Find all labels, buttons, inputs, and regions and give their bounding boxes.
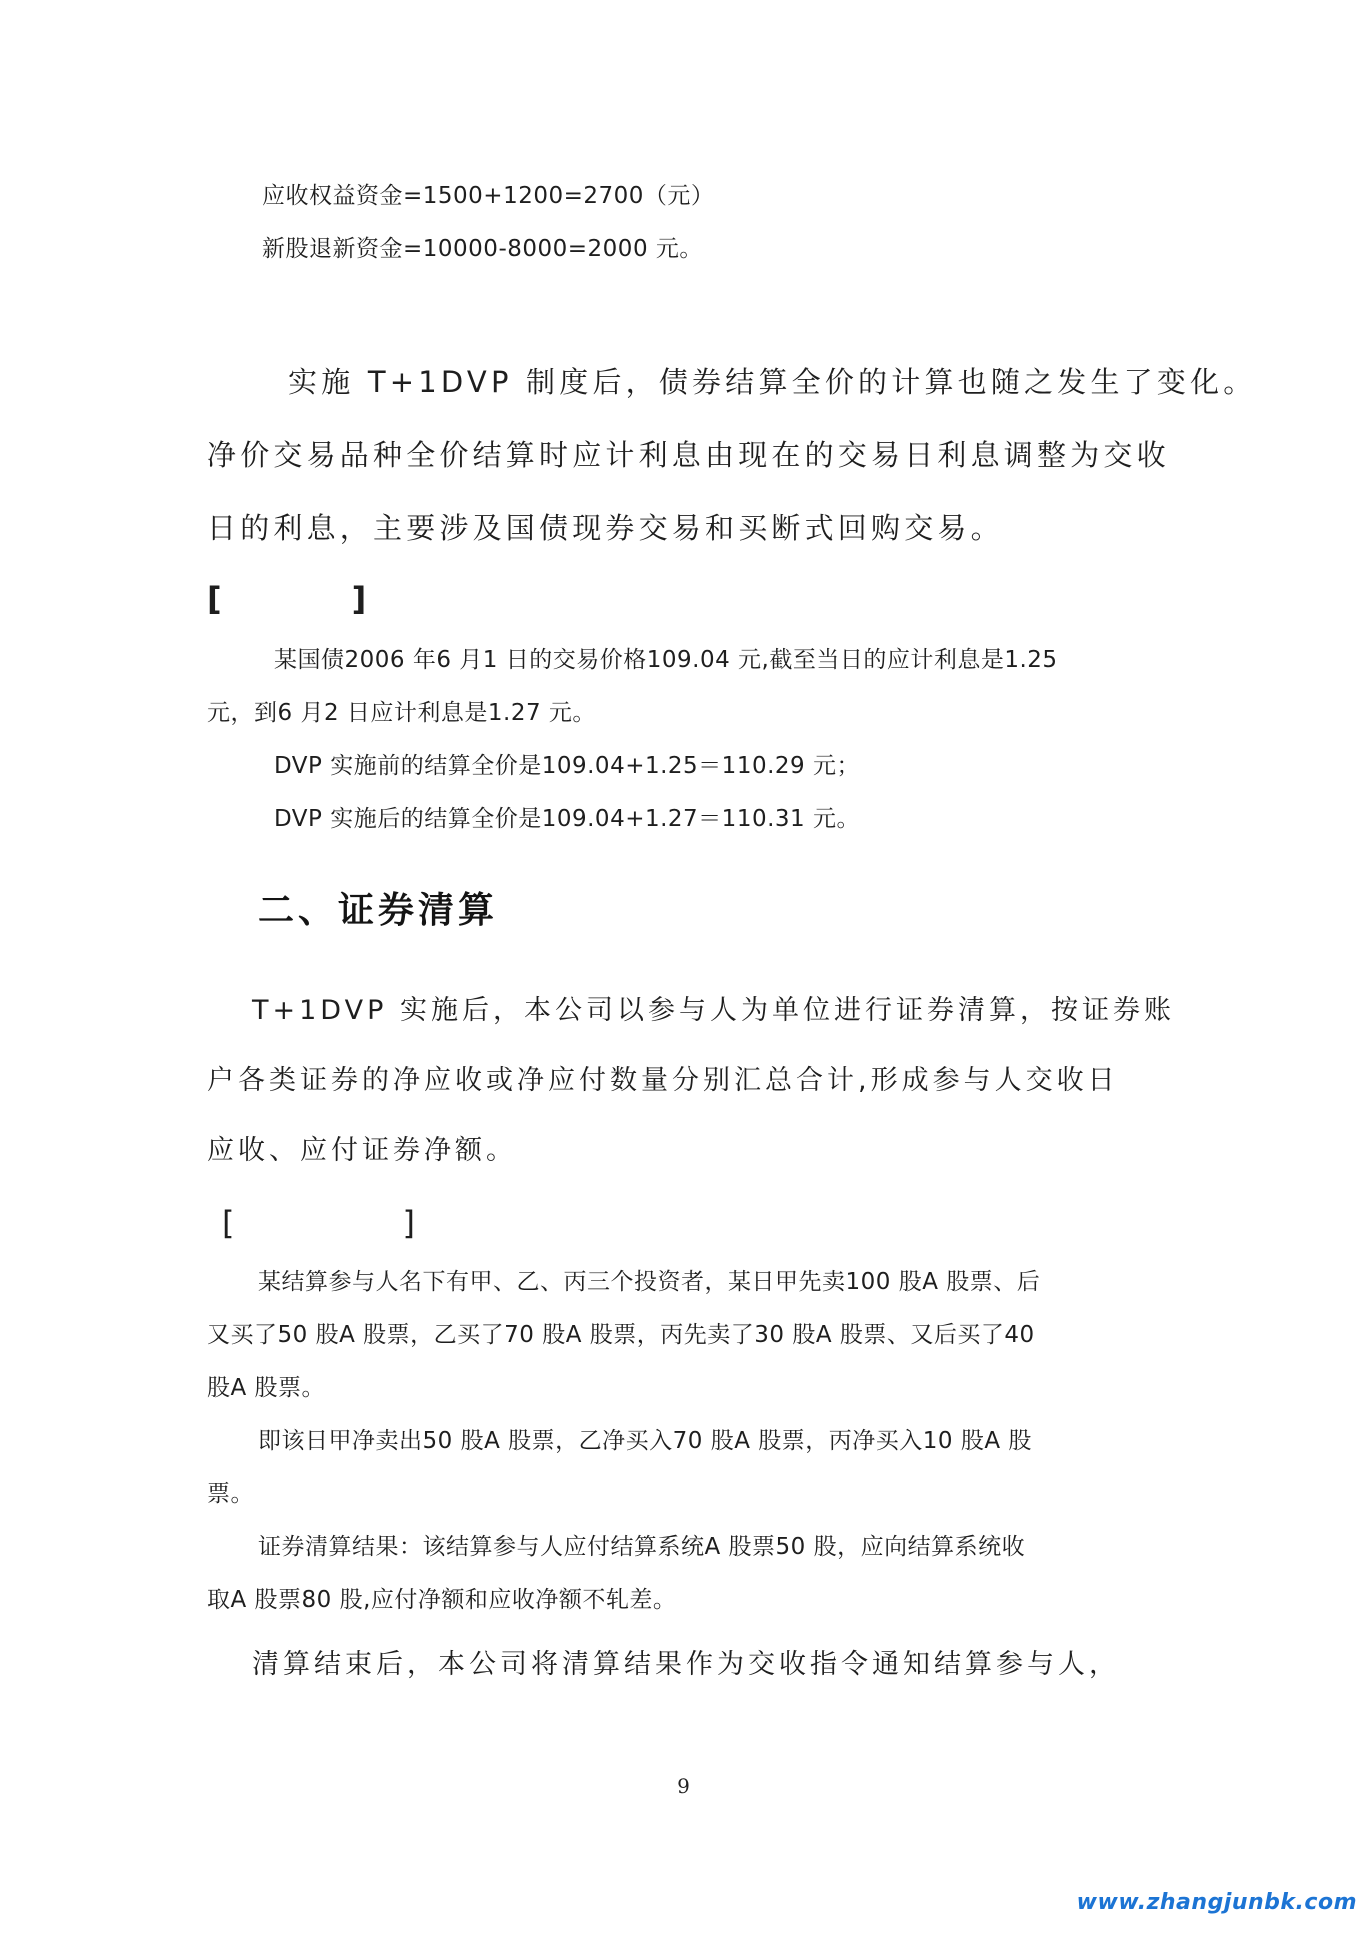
example-line: 元，到6 月2 日应计利息是1.27 元。 bbox=[207, 700, 596, 726]
paragraph-line: 净价交易品种全价结算时应计利息由现在的交易日利息调整为交收 bbox=[207, 438, 1170, 472]
watermark-link[interactable]: www.zhangjunbk.com bbox=[1076, 1890, 1357, 1915]
example-line: 股A 股票。 bbox=[207, 1375, 326, 1401]
example-bracket: [ ] bbox=[207, 580, 389, 618]
calc-line-rights-funds: 应收权益资金=1500+1200=2700（元） bbox=[262, 183, 715, 209]
paragraph-line: 户各类证券的净应收或净应付数量分别汇总合计,形成参与人交收日 bbox=[207, 1065, 1119, 1096]
example-line: 证券清算结果：该结算参与人应付结算系统A 股票50 股，应向结算系统收 bbox=[258, 1534, 1026, 1560]
example-line: 又买了50 股A 股票，乙买了70 股A 股票，丙先卖了30 股A 股票、又后买了40 bbox=[207, 1322, 1035, 1348]
paragraph-line: T+1DVP 实施后，本公司以参与人为单位进行证券清算，按证券账 bbox=[252, 995, 1175, 1026]
example-line: 即该日甲净卖出50 股A 股票，乙净买入70 股A 股票，丙净买入10 股A 股 bbox=[258, 1428, 1032, 1454]
paragraph-line: 日的利息，主要涉及国债现券交易和买断式回购交易。 bbox=[207, 511, 1004, 545]
paragraph-line: 实施 T+1DVP 制度后，债券结算全价的计算也随之发生了变化。 bbox=[288, 365, 1257, 399]
example-line: 某国债2006 年6 月1 日的交易价格109.04 元,截至当日的应计利息是1.25 bbox=[274, 647, 1058, 673]
paragraph-line: 清算结束后，本公司将清算结果作为交收指令通知结算参与人， bbox=[252, 1649, 1120, 1680]
example-line: DVP 实施后的结算全价是109.04+1.27＝110.31 元。 bbox=[274, 806, 860, 832]
section-heading: 二、证券清算 bbox=[258, 890, 499, 931]
example-bracket: [ ] bbox=[222, 1204, 433, 1242]
example-line: 某结算参与人名下有甲、乙、丙三个投资者，某日甲先卖100 股A 股票、后 bbox=[258, 1269, 1041, 1295]
paragraph-line: 应收、应付证券净额。 bbox=[207, 1135, 517, 1166]
example-line: DVP 实施前的结算全价是109.04+1.25＝110.29 元； bbox=[274, 753, 860, 779]
example-line: 取A 股票80 股,应付净额和应收净额不轧差。 bbox=[207, 1587, 677, 1613]
page-number: 9 bbox=[677, 1774, 690, 1798]
example-line: 票。 bbox=[207, 1481, 254, 1507]
calc-line-new-share-refund: 新股退新资金=10000-8000=2000 元。 bbox=[262, 236, 703, 262]
